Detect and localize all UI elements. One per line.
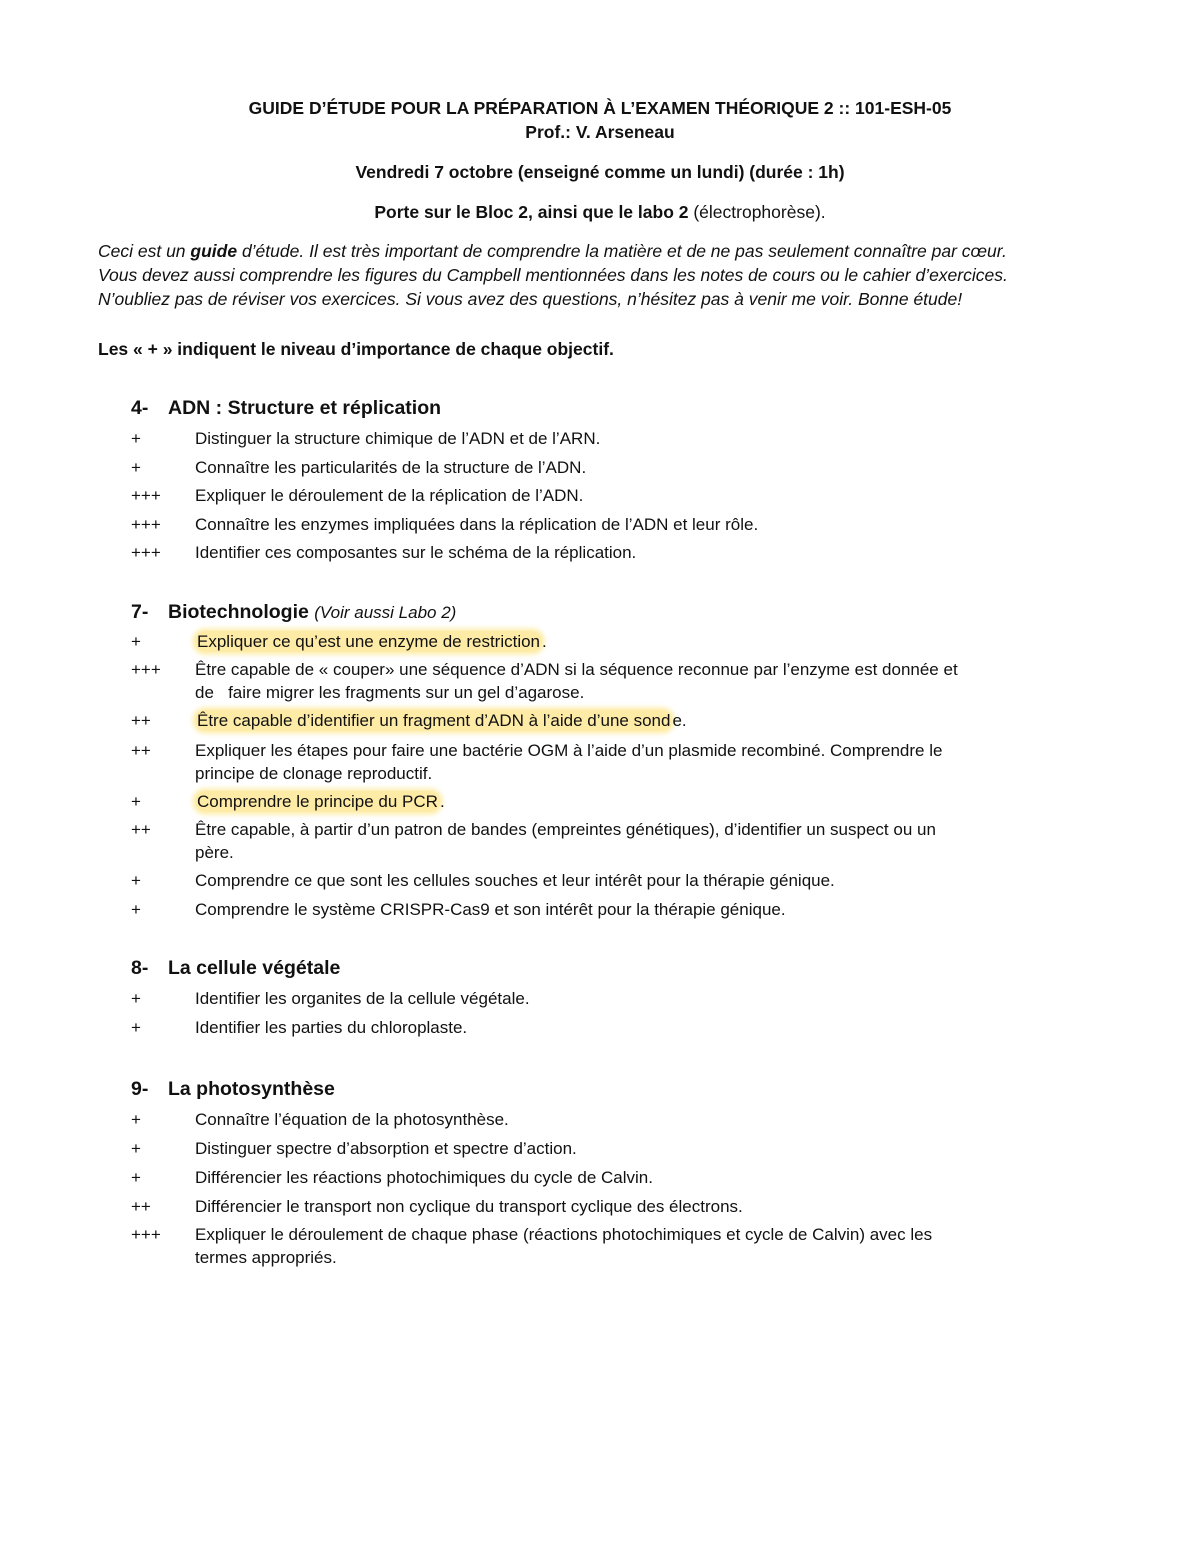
importance-level: +	[131, 1139, 141, 1158]
intro-text: Ceci est un	[98, 241, 191, 261]
objective-text	[195, 1223, 1095, 1269]
objective-text: Comprendre le système CRISPR-Cas9 et son intérêt pour la thérapie génique.	[195, 900, 786, 919]
section-title-biotech	[131, 599, 456, 626]
importance-level: +	[131, 871, 141, 890]
objective-line: Être capable de « couper» une séquence d’ADN si la séquence reconnue par l’enzyme est donnée et	[195, 660, 958, 679]
importance-level: +	[131, 458, 141, 477]
objective-text	[195, 739, 1095, 785]
section-title-text: La photosynthèse	[168, 1078, 335, 1100]
importance-level: +	[131, 1110, 141, 1129]
objective-line: Expliquer le déroulement de chaque phase (réactions photochimiques et cycle de Calvin) avec les	[195, 1225, 933, 1244]
intro-line: Vous devez aussi comprendre les figures du Campbell mentionnées dans les notes de cours ou le cahier d’exercices.	[98, 265, 1008, 285]
objective-text	[195, 790, 1095, 813]
intro-line: N’oubliez pas de réviser vos exercices. Si vous avez des questions, n’hésitez pas à venir me voir. Bonne étude!	[98, 289, 963, 309]
importance-level: +++	[131, 515, 161, 534]
objective-text-end: .	[439, 792, 445, 811]
objective-text: Connaître les particularités de la structure de l’ADN.	[195, 458, 587, 477]
section-number: 4-	[131, 397, 149, 419]
objective-text: Connaître l’équation de la photosynthèse.	[195, 1110, 509, 1129]
objective-text	[195, 630, 1095, 653]
intro-bold-word: guide	[190, 241, 238, 261]
professor-name: Prof.: V. Arseneau	[525, 122, 675, 142]
importance-level: +	[131, 792, 141, 811]
highlighted-text: Comprendre le principe du PCR	[197, 792, 438, 811]
importance-level: +	[131, 429, 141, 448]
objective-text: Distinguer spectre d’absorption et spectre d’action.	[195, 1139, 577, 1158]
importance-level: ++	[131, 1197, 151, 1216]
objective-line: de faire migrer les fragments sur un gel d’agarose.	[195, 683, 585, 702]
intro-line	[98, 239, 1118, 263]
objective-text: Différencier les réactions photochimiques du cycle de Calvin.	[195, 1168, 653, 1187]
importance-level: +	[131, 989, 141, 1008]
exam-scope-rest: (électrophorèse).	[688, 202, 826, 222]
importance-level: ++	[131, 741, 151, 760]
exam-scope	[0, 201, 1200, 223]
section-title-text: La cellule végétale	[168, 957, 341, 979]
section-title-text: Biotechnologie	[168, 601, 309, 623]
importance-level: +++	[131, 1225, 161, 1244]
importance-level: +++	[131, 486, 161, 505]
objective-text	[195, 818, 1095, 864]
section-title-text: ADN : Structure et réplication	[168, 397, 442, 419]
objective-text: Distinguer la structure chimique de l’ADN et de l’ARN.	[195, 429, 601, 448]
importance-level: ++	[131, 820, 151, 839]
objective-line: père.	[195, 843, 234, 862]
section-number: 8-	[131, 957, 149, 979]
objective-text-end: .	[542, 632, 547, 651]
objective-text: Identifier les parties du chloroplaste.	[195, 1018, 468, 1037]
section-number: 7-	[131, 601, 149, 623]
importance-level: +	[131, 1168, 141, 1187]
objective-text	[195, 658, 1095, 704]
intro-text: d’étude. Il est très important de comprendre la matière et de ne pas seulement connaître par cœur.	[237, 241, 1007, 261]
section-note: (Voir aussi Labo 2)	[314, 603, 457, 622]
highlighted-text: Être capable d’identifier un fragment d’ADN à l’aide d’une sond	[197, 711, 671, 730]
importance-level: +	[131, 1018, 141, 1037]
section-title-plant-cell	[131, 955, 340, 981]
objective-text: Identifier ces composantes sur le schéma de la réplication.	[195, 543, 637, 562]
importance-legend: Les « + » indiquent le niveau d’importance de chaque objectif.	[98, 339, 614, 359]
objective-text: Différencier le transport non cyclique du transport cyclique des électrons.	[195, 1197, 743, 1216]
objective-line: Être capable, à partir d’un patron de bandes (empreintes génétiques), d’identifier un suspect ou un	[195, 820, 936, 839]
objective-text: Comprendre ce que sont les cellules souches et leur intérêt pour la thérapie génique.	[195, 871, 835, 890]
objective-line: Expliquer les étapes pour faire une bactérie OGM à l’aide d’un plasmide recombiné. Comprendre le	[195, 741, 943, 760]
importance-level: +	[131, 900, 141, 919]
objective-text	[195, 709, 1095, 732]
intro-paragraph	[98, 239, 1118, 311]
objective-text-end: e.	[672, 711, 687, 730]
highlighted-text: Expliquer ce qu’est une enzyme de restriction	[197, 632, 541, 651]
objective-text: Connaître les enzymes impliquées dans la réplication de l’ADN et leur rôle.	[195, 515, 759, 534]
importance-level: ++	[131, 711, 151, 730]
importance-level: +++	[131, 543, 161, 562]
document-title: GUIDE D’ÉTUDE POUR LA PRÉPARATION À L’EXAMEN THÉORIQUE 2 :: 101-ESH-05	[248, 98, 952, 118]
exam-scope-bold: Porte sur le Bloc 2, ainsi que le labo 2	[374, 202, 689, 222]
objective-text: Expliquer le déroulement de la réplication de l’ADN.	[195, 486, 584, 505]
objective-line: principe de clonage reproductif.	[195, 764, 433, 783]
section-title-adn	[131, 395, 441, 421]
importance-level: +++	[131, 660, 161, 679]
section-title-photosynthesis	[131, 1076, 335, 1102]
section-number: 9-	[131, 1078, 149, 1100]
objective-text: Identifier les organites de la cellule végétale.	[195, 989, 530, 1008]
importance-level: +	[131, 632, 141, 651]
objective-line: termes appropriés.	[195, 1248, 337, 1267]
exam-date: Vendredi 7 octobre (enseigné comme un lundi) (durée : 1h)	[355, 162, 845, 182]
